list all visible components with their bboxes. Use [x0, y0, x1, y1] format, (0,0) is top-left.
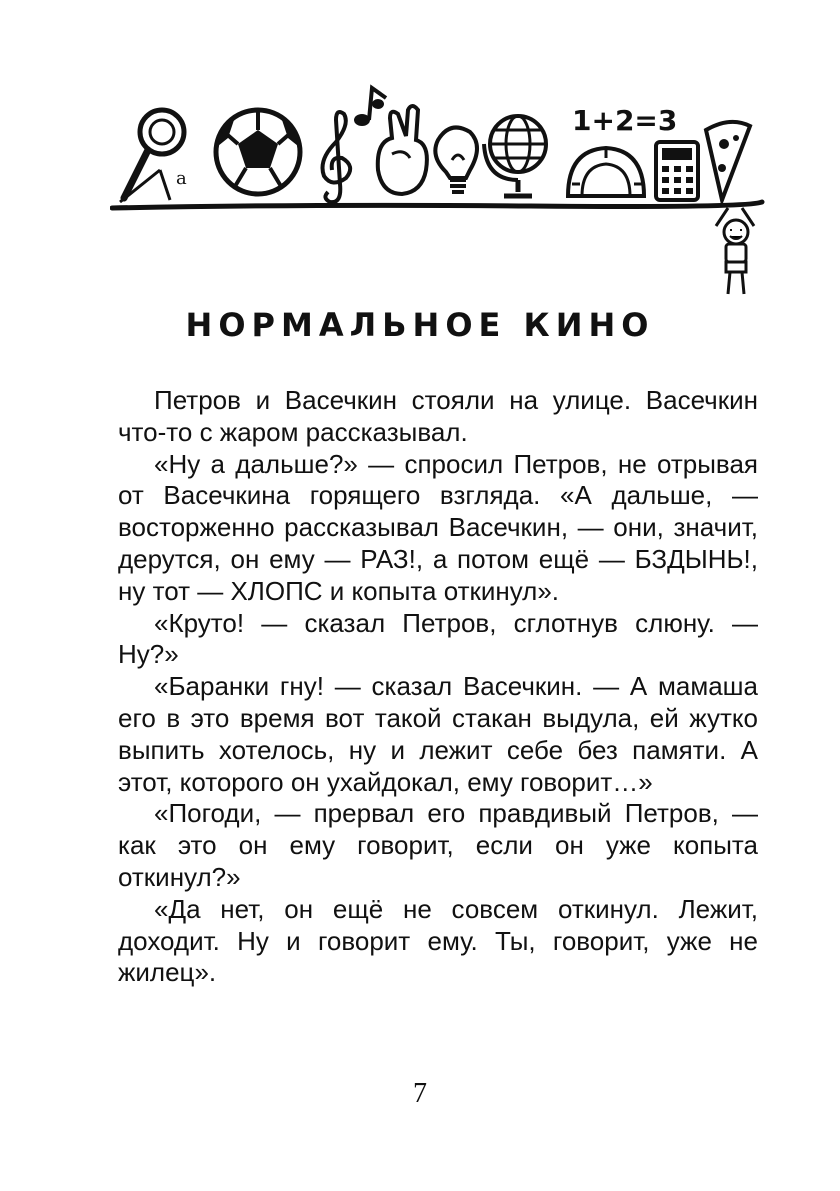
globe-icon	[484, 116, 546, 196]
svg-text:а: а	[176, 168, 187, 189]
shelf-line	[112, 202, 762, 208]
hanging-boy-icon	[716, 208, 754, 294]
paragraph: «Баранки гну! — сказал Васечкин. — А мамаша его в это время вот такой стакан выдула, ей жутко выпить хотелось, ну и лежит себе без памяти. А этот, которого он ухайдокал, ему говорит…»	[118, 671, 758, 797]
paragraph: «Погоди, — прервал его правдивый Петров, — как это он ему говорит, если он уже копыта откинул?»	[118, 798, 758, 892]
chapter-title: НОРМАЛЬНОЕ КИНО	[185, 306, 655, 344]
paragraph: «Ну а дальше?» — спросил Петров, не отрывая от Васечкина горящего взгляда. «А дальше, — восторженно рассказывал Васечкин, — они, значит, дерутся, он ему — РАЗ!, а потом ещё — БЗДЫНЬ!, ну тот — ХЛОПС и копыта откинул».	[118, 448, 758, 606]
magnifier-icon	[120, 110, 187, 202]
victory-hand-icon	[378, 106, 427, 194]
svg-text:1+2=3: 1+2=3	[572, 104, 678, 137]
soccer-ball-icon	[216, 110, 300, 194]
light-bulb-icon	[435, 128, 477, 193]
body-text	[118, 385, 758, 989]
paragraph: Петров и Васечкин стояли на улице. Васечкин что-то с жаром рассказывал.	[118, 385, 758, 447]
header-illustration	[110, 80, 770, 310]
page-number: 7	[413, 1078, 427, 1109]
calculator-icon	[656, 142, 698, 200]
paragraph: «Круто! — сказал Петров, сглотнув слюну. — Ну?»	[118, 607, 758, 670]
paragraph: «Да нет, он ещё не совсем откинул. Лежит, доходит. Ну и говорит ему. Ты, говорит, уже не жилец».	[118, 893, 758, 988]
pizza-slice-icon	[706, 122, 750, 200]
treble-clef-icon	[323, 88, 387, 202]
